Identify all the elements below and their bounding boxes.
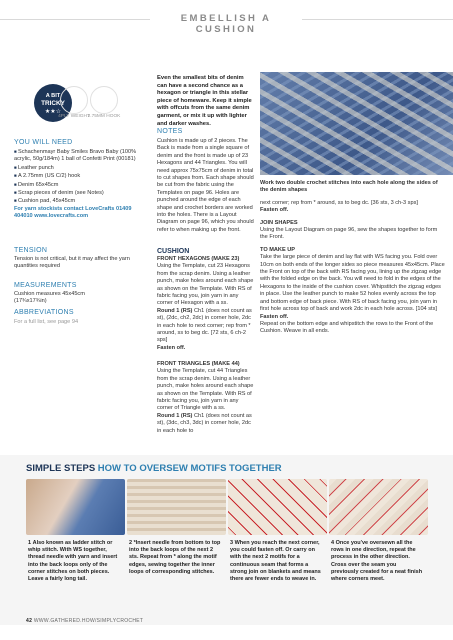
you-will-need-heading: YOU WILL NEED: [14, 139, 73, 146]
join-shapes-heading: JOIN SHAPES: [260, 219, 298, 226]
step-2-photo: [127, 479, 226, 535]
step-number: 4: [331, 540, 335, 546]
step-2-text: [129, 540, 223, 576]
hook-size-label: 2.75MM HOOK: [87, 114, 121, 119]
fasten-off: Fasten off.: [260, 207, 289, 214]
hook-size-icon: [90, 86, 118, 114]
hexagons-heading: FRONT HEXAGONS (MAKE 23): [157, 256, 240, 262]
make-up-heading: TO MAKE UP: [260, 246, 296, 253]
round-text: Ch1 (does not count as st), (2dc, ch2, 2dc) in corner hole, 2dc in each hole to next corner; rep from * around, ss to beg dc. [72 sts, 6 ch-2 sps]: [157, 307, 252, 344]
materials-item: ■ Scrap pieces of denim (see Notes): [14, 189, 139, 197]
join-shapes-text: Using the Layout Diagram on page 96, sew the shapes together to form the Front.: [260, 227, 438, 241]
materials-item: ■ Cushion pad, 45x45cm: [14, 197, 139, 205]
step-body: *Insert needle from bottom to top into the back loops of the next 2 sts. Repeat from * along the motif edges, sewing together the inner loops of corresponding stitches.: [129, 540, 221, 575]
yarn-weight-icon: [60, 86, 88, 114]
badge-line2: TRICKY: [41, 100, 65, 107]
fasten-off: Fasten off.: [260, 313, 289, 320]
notes-heading: NOTES: [157, 128, 183, 135]
photo-caption: Work two double crochet stitches into each hole along the sides of the denim shapes: [260, 180, 438, 194]
triangles-round: [157, 413, 255, 435]
materials-item: ■ A 2.75mm (US C/2) hook: [14, 172, 139, 180]
continued-text: next corner; rep from * around, ss to beg dc. [36 sts, 3 ch-3 sps]: [260, 199, 418, 206]
materials-item: ■ Leather punch: [14, 164, 139, 172]
make-up-text-2: Repeat on the bottom edge and whipstitch the rows to the Front of the Cushion. Weave in all ends.: [260, 320, 434, 335]
step-number: 2: [129, 540, 133, 546]
step-4-text: [331, 540, 425, 583]
step-4-photo: [329, 479, 428, 535]
header-rule-left: [0, 19, 150, 20]
page-footer: [26, 618, 143, 624]
triangles-heading: FRONT TRIANGLES (MAKE 44): [157, 361, 240, 367]
front-hexagons-section: [157, 256, 255, 352]
step-body: Also known as ladder stitch or whip stitch. With WS together, thread needle with yarn and insert into the back loops only of the corner stitches on both pieces. Leave a fairly long tail.: [28, 540, 118, 583]
step-3-text: [230, 540, 324, 583]
triangles-text: Using the Template, cut 44 Triangles from the scrap denim. Using a leather punch, make holes around each shape as shown on the Template. With RS of fabric facing you, join yarn in any corner of Triangle with a ss.: [157, 368, 254, 412]
stockists-link[interactable]: For yarn stockists contact LoveCrafts 01409 404010 www.lovecrafts.com: [14, 205, 132, 220]
steps-title-b: HOW TO OVERSEW MOTIFS TOGETHER: [97, 463, 282, 474]
header-rule-right: [302, 19, 453, 20]
tension-heading: TENSION: [14, 247, 48, 254]
step-number: 1: [28, 540, 32, 546]
measurements-line: (17¾x17¾in): [14, 298, 47, 305]
step-number: 3: [230, 540, 234, 546]
steps-title-a: SIMPLE STEPS: [26, 463, 96, 474]
materials-item: ■ Schachenmayr Baby Smiles Bravo Baby (100% acrylic, 50g/184m) 1 ball of Confetti Print (00181): [14, 148, 139, 164]
step-3-photo: [228, 479, 327, 535]
abbreviations-text: For a full list, see page 94: [14, 319, 79, 325]
fasten-off: Fasten off.: [157, 344, 186, 351]
step-1-photo: [26, 479, 125, 535]
step-body: When you reach the next corner, you could fasten off. Or carry on with the next 2 motifs for a continuous seam that forms a strong join on blankets and means there are fewer ends to weave in.: [230, 540, 321, 583]
front-triangles-section: [157, 361, 255, 435]
hexagons-round: [157, 308, 255, 345]
denim-crochet-photo: [260, 72, 453, 175]
page-number: 42: [26, 618, 33, 624]
round-label: Round 1 (RS): [157, 307, 193, 314]
notes-text: Cushion is made up of 2 pieces. The Back is made from a single square of denim and the front is made up of 23 Hexagons and 44 Triangles. You will need approx 75x75cm of denim in total to cut shapes from. Each shape should be cut from the fabric using the Templates on page 96. Holes are punched around the edge of each shape and crochet borders are worked into the holes. There is a Layout Diagram on page 96, which you should refer to when making up the front.: [157, 138, 254, 233]
abbreviations-heading: ABBREVIATIONS: [14, 309, 74, 316]
section-title: EMBELLISH A CUSHION: [180, 13, 272, 35]
step-1-text: [28, 540, 122, 583]
footer-url[interactable]: WWW.GATHERED.HOW/SIMPLYCROCHET: [33, 618, 144, 624]
badge-line1: A BIT: [45, 93, 61, 99]
cushion-heading: CUSHION: [157, 248, 190, 255]
round-text: Ch1 (does not count as st), (3dc, ch3, 3dc) in corner hole, 2dc in each hole to: [157, 412, 252, 434]
measurements-text: [14, 291, 85, 306]
simple-steps-title: [26, 463, 282, 474]
intro-text: Even the smallest bits of denim can have a second chance as a hexagon or triangle in this stellar piece of homeware. Keep it simple with offcuts from the same denim garment, or mix it up with lighter and darker washes.: [157, 75, 252, 127]
round-label: Round 1 (RS): [157, 412, 193, 419]
materials-list: [14, 148, 139, 221]
hexagons-text: Using the Template, cut 23 Hexagons from the scrap denim. Using a leather punch, make holes around each shape as shown on the Template. With RS of fabric facing you, join yarn in any corner of Hexagon with a ss.: [157, 263, 254, 307]
step-body: Once you've oversewn all the rows in one direction, repeat the process in the other direction. Cross over the seam you previously created for a neat finish where corners meet.: [331, 540, 423, 583]
star-rating-icon: ★★☆: [44, 109, 62, 115]
yarn-weight-label: 4PLY WEIGHT: [58, 114, 90, 119]
materials-item: ■ Denim 65x45cm: [14, 181, 139, 189]
measurements-line: Cushion measures 45x45cm: [14, 291, 85, 297]
make-up-text: Take the large piece of denim and lay flat with WS facing you. Fold over 10cm on both ends of the longer sides so piece measures 45x45cm. Place the Front on top of the back with RS facing you, lining up the zigzag edge with the folded edge on the back. You will need to fold in the edges of the Hexagons to the inside of the cushion cover. Whipstitch the zigzag edges in place. Use the leather punch to make 52 holes evenly across the top and bottom edge of back piece. With RS of back facing you, join yarn in first hole across top of back and work 2dc in each hole across. [104 sts]: [260, 254, 445, 313]
right-column: [260, 180, 446, 336]
measurements-heading: MEASUREMENTS: [14, 282, 77, 289]
tension-text: Tension is not critical, but it may affect the yarn quantities required: [14, 256, 130, 270]
